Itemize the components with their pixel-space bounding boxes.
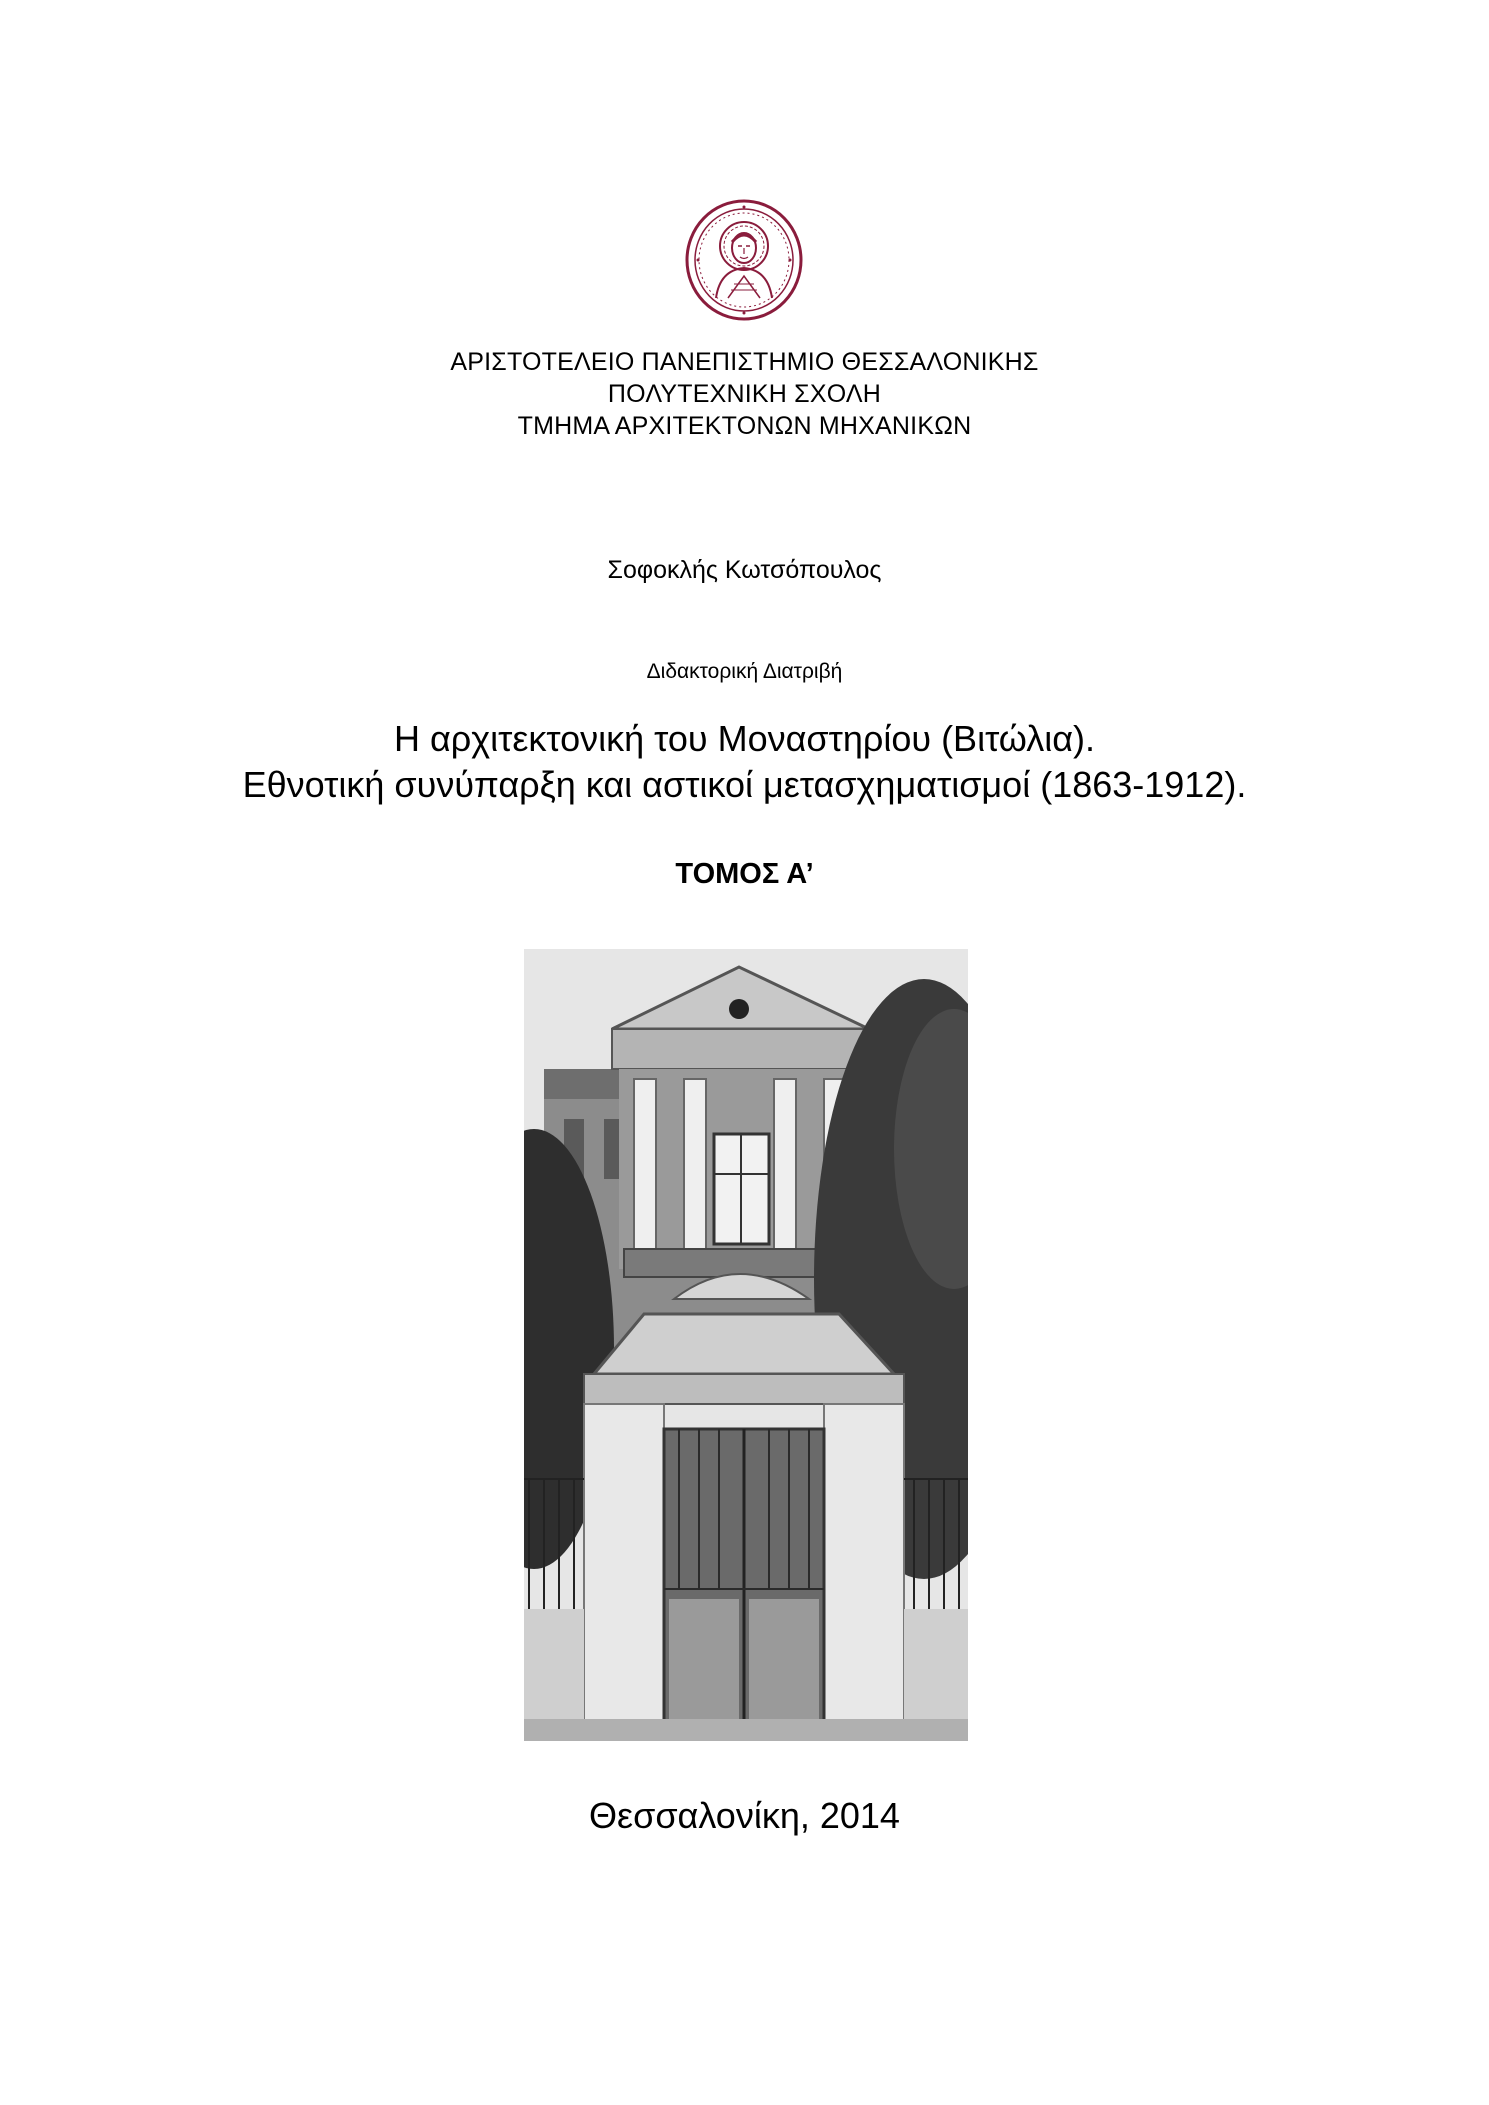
document-type: Διδακτορική Διατριβή — [646, 660, 843, 683]
school-name: ΠΟΛΥΤΕΧΝΙΚΗ ΣΧΟΛΗ — [607, 380, 882, 408]
university-name: ΑΡΙΣΤΟΤΕΛΕΙΟ ΠΑΝΕΠΙΣΤΗΜΙΟ ΘΕΣΣΑΛΟΝΙΚΗΣ — [450, 348, 1039, 376]
volume-label: ΤΟΜΟΣ Α’ — [675, 858, 814, 890]
building-gate-photo — [524, 949, 968, 1741]
author-name: Σοφοκλής Κωτσόπουλος — [607, 556, 882, 584]
department-name: ΤΜΗΜΑ ΑΡΧΙΤΕΚΤΟΝΩΝ ΜΗΧΑΝΙΚΩΝ — [517, 412, 972, 440]
university-seal-icon — [684, 198, 804, 323]
thesis-title-line-2: Εθνοτική συνύπαρξη και αστικοί μετασχηματισμοί (1863-1912). — [242, 764, 1247, 805]
building-gate-illustration — [524, 949, 968, 1741]
thesis-title-line-1: Η αρχιτεκτονική του Μοναστηρίου (Βιτώλια). — [393, 718, 1096, 759]
place-date: Θεσσαλονίκη, 2014 — [589, 1795, 900, 1836]
institution-block — [0, 346, 1489, 442]
thesis-title — [0, 716, 1489, 808]
